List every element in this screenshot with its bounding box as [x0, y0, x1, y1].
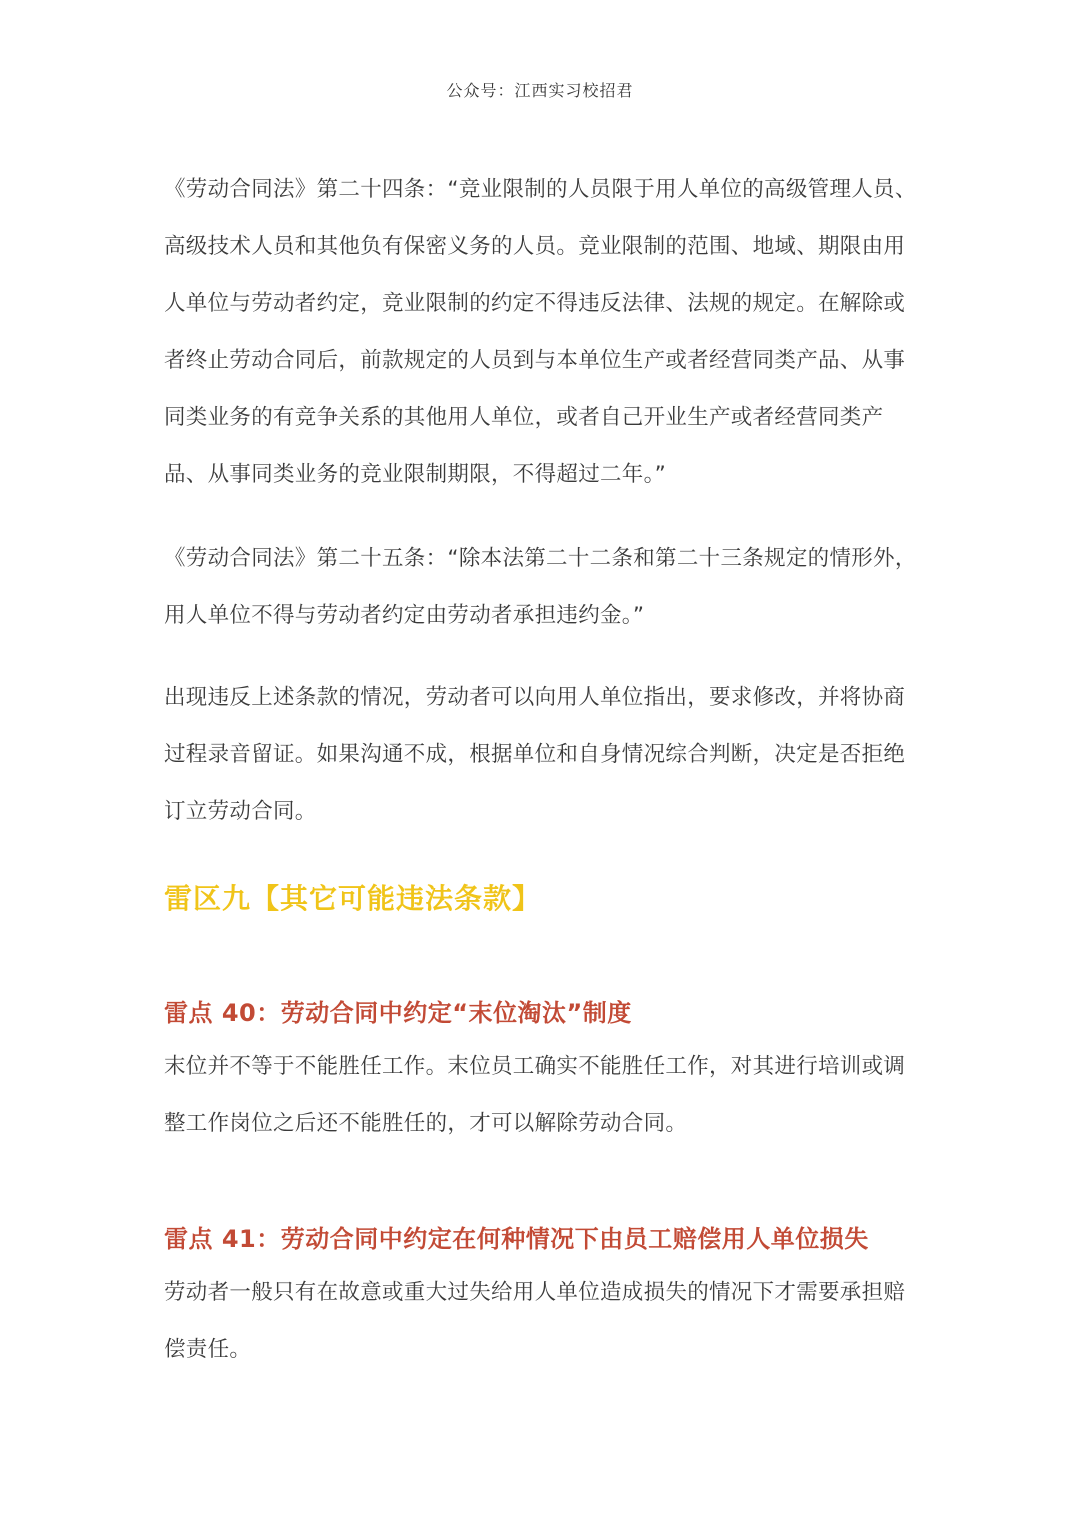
section-title: 雷区九【其它可能违法条款】 [164, 882, 542, 915]
point-40-title: 雷点 40：劳动合同中约定“末位淘汰”制度 [164, 999, 632, 1027]
article-25-paragraph: 《劳动合同法》第二十五条：“除本法第二十二条和第二十三条规定的情形外，用人单位不得与劳动者约定由劳动者承担违约金。” [164, 546, 917, 628]
point-41-body: 劳动者一般只有在故意或重大过失给用人单位造成损失的情况下才需要承担赔偿责任。 [164, 1280, 906, 1362]
source-header: 公众号：江西实习校招君 [446, 81, 634, 100]
article-24-paragraph: 《劳动合同法》第二十四条：“竞业限制的人员限于用人单位的高级管理人员、高级技术人员和其他负有保密义务的人员。竞业限制的范围、地域、期限由用人单位与劳动者约定，竞业限制的约定不得违反法律、法规的规定。在解除或者终止劳动合同后，前款规定的人员到与本单位生产或者经营同类产品、从事同类业务的有竞争关系的其他用人单位，或者自己开业生产或者经营同类产品、从事同类业务的竞业限制期限，不得超过二年。” [164, 177, 917, 487]
point-41-title: 雷点 41：劳动合同中约定在何种情况下由员工赔偿用人单位损失 [164, 1225, 869, 1253]
point-40-body: 末位并不等于不能胜任工作。末位员工确实不能胜任工作，对其进行培训或调整工作岗位之后还不能胜任的，才可以解除劳动合同。 [164, 1054, 906, 1136]
advice-paragraph: 出现违反上述条款的情况，劳动者可以向用人单位指出，要求修改，并将协商过程录音留证。如果沟通不成，根据单位和自身情况综合判断，决定是否拒绝订立劳动合同。 [164, 685, 906, 824]
